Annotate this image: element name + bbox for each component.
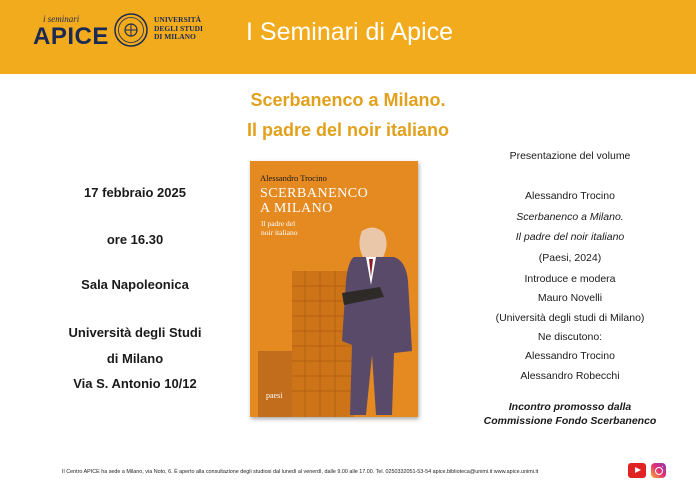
university-line: UNIVERSITÀ <box>154 15 202 24</box>
event-address: Via S. Antonio 10/12 <box>73 376 197 391</box>
logo-small-text: i seminari <box>43 14 80 24</box>
university-line: DI MILANO <box>154 32 196 41</box>
page-title: I Seminari di Apice <box>246 18 454 46</box>
header-band <box>0 0 696 74</box>
presentation-label: Presentazione del volume <box>509 150 631 162</box>
university-name <box>154 16 224 42</box>
university-line: DEGLI STUDI <box>154 23 203 33</box>
event-time: ore 16.30 <box>106 232 164 247</box>
book-title-line2: A MILANO <box>260 201 333 216</box>
book-publisher: paesi <box>266 391 283 400</box>
book-author-name: Alessandro Trocino <box>525 190 615 202</box>
promotion-line2: Commissione Fondo Scerbanenco <box>483 415 657 427</box>
moderator-label: Introduce e modera <box>524 273 616 285</box>
book-edition: (Paesi, 2024) <box>538 252 602 264</box>
instagram-icon[interactable] <box>651 463 666 478</box>
event-venue-line2: di Milano <box>106 351 164 366</box>
logo-apice-text: APICE <box>33 23 109 50</box>
book-title-italic: Scerbanenco a Milano. <box>516 211 624 223</box>
moderator-name: Mauro Novelli <box>537 292 603 304</box>
book-subtitle-line2: noir italiano <box>261 228 298 237</box>
moderator-affiliation: (Università degli studi di Milano) <box>495 312 645 324</box>
book-title-line1: SCERBANENCO <box>260 186 369 201</box>
book-subtitle-italic: Il padre del noir italiano <box>515 231 625 243</box>
book-author: Alessandro Trocino <box>260 173 327 183</box>
event-date: 17 febbraio 2025 <box>84 185 186 200</box>
discussant-name: Alessandro Robecchi <box>520 370 620 382</box>
promotion-line1: Incontro promosso dalla <box>508 401 632 413</box>
event-room: Sala Napoleonica <box>81 277 189 292</box>
discussant-name: Alessandro Trocino <box>525 350 615 362</box>
event-subtitle: Il padre del noir italiano <box>246 120 450 140</box>
university-seal-icon <box>114 13 148 47</box>
event-venue-line1: Università degli Studi <box>68 325 202 340</box>
youtube-icon[interactable] <box>628 463 646 478</box>
book-cover-image <box>250 161 418 417</box>
event-title: Scerbanenco a Milano. <box>250 90 446 110</box>
footer-contact: Il Centro APICE ha sede a Milano, via Noto, 6. È aperto alla consultazione degli studiosi dal lunedì al venerdì, dalle 9.00 alle 17.00. Tel. 0250332051-53-54 apice.biblioteca@unimi.it www.apice.unimi.it <box>62 469 539 475</box>
discussants-label: Ne discutono: <box>537 331 603 343</box>
book-subtitle-line1: Il padre del <box>261 219 296 228</box>
apice-logo[interactable] <box>33 14 111 54</box>
